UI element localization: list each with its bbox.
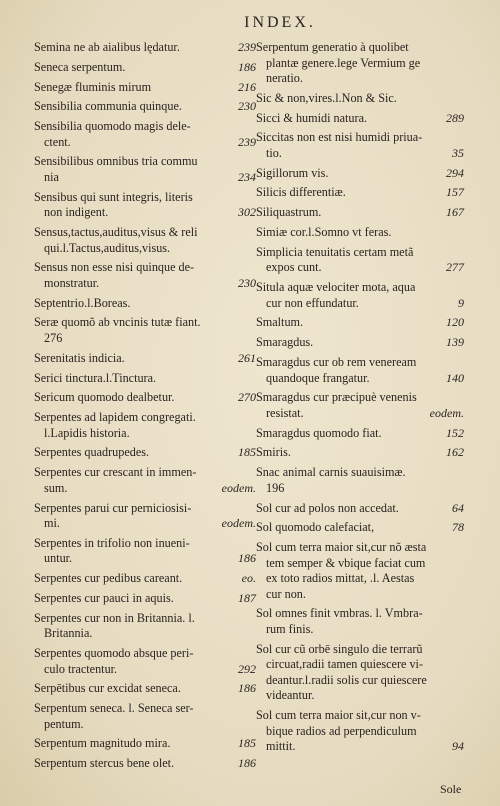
- index-entry-line: Smaragdus cur ob rem veneream: [256, 355, 417, 370]
- index-entry: [34, 99, 256, 115]
- index-entry-line: Serpentes in trifolio non inueni-: [34, 535, 190, 550]
- index-entry-line: non indigent.: [44, 205, 109, 220]
- index-entry: [256, 606, 464, 637]
- index-entry-line: Sensibilia communia quinque.: [34, 99, 182, 114]
- index-entry-line: circuat,radii tamen quiescere vi-: [266, 657, 424, 672]
- index-entry: [256, 185, 464, 201]
- index-entry-line: Sol cum terra maior sit,cur non v-: [256, 708, 421, 723]
- index-entry-line: Siccitas non est nisi humidi priua-: [256, 130, 423, 145]
- catchword: Sole: [440, 782, 462, 796]
- page-reference: 152: [446, 425, 464, 440]
- index-entry-line: Sericum quomodo dealbetur.: [34, 390, 175, 405]
- index-entry-line: Sol omnes finit vmbras. l. Vmbra-: [256, 606, 423, 621]
- page-reference: 185: [238, 445, 256, 460]
- index-entry-line: 276: [44, 330, 63, 345]
- index-entry-line: Sicci & humidi natura.: [256, 110, 368, 125]
- index-entry-line: quandoque frangatur.: [266, 370, 370, 385]
- index-entry: [34, 701, 256, 732]
- index-entry-line: bique radios ad perpendiculum: [266, 723, 417, 738]
- index-entry: [256, 642, 464, 704]
- index-entry-line: Sensibus qui sunt integris, literis: [34, 189, 193, 204]
- index-entry: [256, 426, 464, 442]
- index-entry: [256, 355, 464, 386]
- index-entry-line: monstratur.: [44, 275, 100, 290]
- index-entry: [256, 205, 464, 221]
- index-entry-line: Serpentum seneca. l. Seneca ser-: [34, 701, 194, 716]
- page-reference: 186: [238, 756, 256, 771]
- index-entry-line: Sigillorum vis.: [256, 165, 329, 180]
- index-entry-line: rum finis.: [266, 621, 314, 636]
- index-entry-line: Serpentum stercus bene olet.: [34, 756, 175, 771]
- page-reference: 187: [238, 590, 256, 605]
- page-reference: 185: [238, 736, 256, 751]
- index-entry-line: Serpentes quadrupedes.: [34, 445, 150, 460]
- page-reference: 139: [446, 335, 464, 350]
- index-entry: [256, 315, 464, 331]
- index-entry: [34, 756, 256, 772]
- index-entry-line: Seræ quomõ ab vncinis tutæ fiant.: [34, 315, 201, 330]
- index-entry: [256, 465, 464, 496]
- index-entry-line: Simplicia tenuitatis certam metã: [256, 244, 414, 259]
- page-reference: 277: [446, 260, 464, 275]
- index-entry-line: Sensibilibus omnibus tria commu: [34, 154, 198, 169]
- index-entry: [256, 540, 464, 602]
- index-entry-line: Siliquastrum.: [256, 205, 322, 220]
- index-entry-line: Sol cur ad polos non accedat.: [256, 500, 399, 515]
- page-reference: eodem.: [221, 516, 256, 531]
- index-entry-line: Semina ne ab aialibus lędatur.: [34, 40, 180, 54]
- index-entry-line: Britannia.: [44, 626, 93, 641]
- index-entry: [34, 681, 256, 697]
- index-entry-line: Smaltum.: [256, 315, 304, 330]
- index-entry: [256, 166, 464, 182]
- page-reference: 186: [238, 551, 256, 566]
- index-entry-line: plantæ genere.lege Vermium ge: [266, 55, 421, 70]
- index-entry-line: Serici tinctura.l.Tinctura.: [34, 370, 157, 385]
- index-entry: [256, 280, 464, 311]
- index-entry-line: Seneca serpentum.: [34, 59, 126, 74]
- page-reference: 78: [452, 520, 464, 535]
- index-entry-line: untur.: [44, 551, 73, 566]
- page-reference: eodem.: [221, 480, 256, 495]
- index-entry: [34, 296, 256, 312]
- index-entry: [34, 445, 256, 461]
- page-reference: eodem.: [429, 405, 464, 420]
- page-reference: 261: [238, 350, 256, 365]
- page-reference: 294: [446, 165, 464, 180]
- index-entry-line: expos cunt.: [266, 260, 322, 275]
- page-reference: 186: [238, 59, 256, 74]
- index-entry-line: Serpentes cur pedibus careant.: [34, 571, 183, 586]
- index-entry-line: resistat.: [266, 405, 304, 420]
- index-entry-line: Serpentum magnitudo mira.: [34, 736, 171, 751]
- index-entry: [256, 445, 464, 461]
- index-entry-line: culo tractentur.: [44, 661, 118, 676]
- page-reference: 9: [458, 295, 464, 310]
- page-reference: 94: [452, 739, 464, 754]
- page-reference: 239: [238, 40, 256, 54]
- index-entry-line: tem semper & vbique faciat cum: [266, 555, 426, 570]
- index-entry-line: Sensus non esse nisi quinque de-: [34, 260, 195, 275]
- page-reference: 234: [238, 169, 256, 184]
- index-entry-line: cur non effundatur.: [266, 295, 359, 310]
- index-entry: [34, 315, 256, 346]
- index-entry-line: mi.: [44, 516, 60, 531]
- page-reference: 239: [238, 134, 256, 149]
- index-entry: [34, 646, 256, 677]
- index-entry: [34, 410, 256, 441]
- index-entry-line: Simiæ cor.l.Somno vt feras.: [256, 225, 392, 240]
- index-entry-line: deantur.l.radii solis cur quiescere: [266, 672, 427, 687]
- index-entry: [34, 60, 256, 76]
- page-reference: 289: [446, 110, 464, 125]
- index-entry: [34, 390, 256, 406]
- index-entry-line: pentum.: [44, 716, 84, 731]
- index-entry-line: ctent.: [44, 134, 71, 149]
- index-entry-line: ex toto radios mittat, .l. Aestas: [266, 571, 415, 586]
- index-entry-line: Snac animal carnis suauisimæ.: [256, 465, 406, 480]
- index-entry: [34, 465, 256, 496]
- index-entry-line: Sol cum terra maior sit,cur nõ æsta: [256, 540, 427, 555]
- index-entry: [34, 736, 256, 752]
- index-entry: [34, 351, 256, 367]
- index-entry: [256, 111, 464, 127]
- index-entry-line: qui.l.Tactus,auditus,visus.: [44, 240, 171, 255]
- index-entry-line: Serpentes quomodo absque peri-: [34, 646, 194, 661]
- index-entry-line: Serenitatis indicia.: [34, 350, 125, 365]
- index-entry: [34, 40, 256, 56]
- index-entry-line: Sensus,tactus,auditus,visus & reli: [34, 225, 198, 240]
- page-reference: 140: [446, 370, 464, 385]
- index-entry-line: l.Lapidis historia.: [44, 425, 130, 440]
- index-entry: [256, 390, 464, 421]
- page-reference: 302: [238, 205, 256, 220]
- page-reference: 64: [452, 500, 464, 515]
- index-column-right: [256, 40, 464, 759]
- index-entry-line: Sol cur cũ orbē singulo die terrarũ: [256, 641, 423, 656]
- index-entry-line: Sic & non,vires.l.Non & Sic.: [256, 90, 397, 105]
- index-entry: [256, 520, 464, 536]
- index-entry-line: sum.: [44, 480, 68, 495]
- index-entry-line: Smiris.: [256, 445, 291, 460]
- index-entry-line: 196: [266, 480, 285, 495]
- page-reference: eo.: [241, 571, 256, 586]
- index-entry-line: videantur.: [266, 688, 315, 703]
- index-entry-line: Sensibilia quomodo magis dele-: [34, 119, 191, 134]
- index-entry: [34, 571, 256, 587]
- page-reference: 186: [238, 681, 256, 696]
- page-reference: 292: [238, 661, 256, 676]
- index-entry-line: Sol quomodo calefaciat,: [256, 520, 375, 535]
- index-entry: [34, 225, 256, 256]
- index-entry: [256, 708, 464, 755]
- index-entry-line: cur non.: [266, 586, 306, 601]
- index-entry: [256, 40, 464, 87]
- index-entry-line: Serpentes cur pauci in aquis.: [34, 590, 174, 605]
- index-entry-line: Serpentum generatio à quolibet: [256, 40, 409, 54]
- index-entry-line: neratio.: [266, 71, 303, 85]
- index-entry-line: Smaragdus.: [256, 335, 314, 350]
- index-entry-line: Silicis differentiæ.: [256, 185, 346, 200]
- index-entry-line: Serpentes parui cur perniciosisi-: [34, 500, 192, 515]
- index-entry-line: Serpentes cur crescant in immen-: [34, 465, 197, 480]
- index-entry: [256, 225, 464, 241]
- index-entry-line: tio.: [266, 145, 282, 160]
- index-entry-line: Smaragdus quomodo fiat.: [256, 425, 382, 440]
- page-reference: 216: [238, 79, 256, 94]
- page-reference: 157: [446, 185, 464, 200]
- index-entry-line: Senegæ fluminis mirum: [34, 79, 152, 94]
- index-entry: [34, 371, 256, 387]
- index-entry: [256, 130, 464, 161]
- page-reference: 270: [238, 390, 256, 405]
- page-header: [0, 14, 500, 32]
- index-entry-line: mittit.: [266, 739, 296, 754]
- index-entry: [256, 501, 464, 517]
- index-entry: [34, 190, 256, 221]
- index-entry: [256, 335, 464, 351]
- index-entry: [34, 591, 256, 607]
- index-entry: [34, 154, 256, 185]
- page-reference: 230: [238, 99, 256, 114]
- running-title: INDEX.: [244, 14, 316, 31]
- page-reference: 120: [446, 315, 464, 330]
- index-entry: [256, 91, 464, 107]
- index-entry-line: Serpentes ad lapidem congregati.: [34, 410, 196, 425]
- index-entry-line: Serpentes cur non in Britannia. l.: [34, 610, 195, 625]
- page-reference: 230: [238, 275, 256, 290]
- index-entry: [34, 80, 256, 96]
- index-entry: [34, 501, 256, 532]
- page-reference: 167: [446, 205, 464, 220]
- index-entry: [256, 245, 464, 276]
- index-entry: [34, 260, 256, 291]
- index-entry-line: Smaragdus cur præcipuè venenis: [256, 390, 417, 405]
- index-entry: [34, 536, 256, 567]
- page-reference: 35: [452, 145, 464, 160]
- index-entry-line: Serpētibus cur excidat seneca.: [34, 681, 181, 696]
- index-entry-line: Septentrio.l.Boreas.: [34, 295, 131, 310]
- index-entry-line: Situla aquæ velociter mota, aqua: [256, 280, 416, 295]
- index-entry-line: nia: [44, 169, 59, 184]
- index-column-left: [34, 40, 256, 776]
- page-reference: 162: [446, 445, 464, 460]
- index-entry: [34, 611, 256, 642]
- index-entry: [34, 119, 256, 150]
